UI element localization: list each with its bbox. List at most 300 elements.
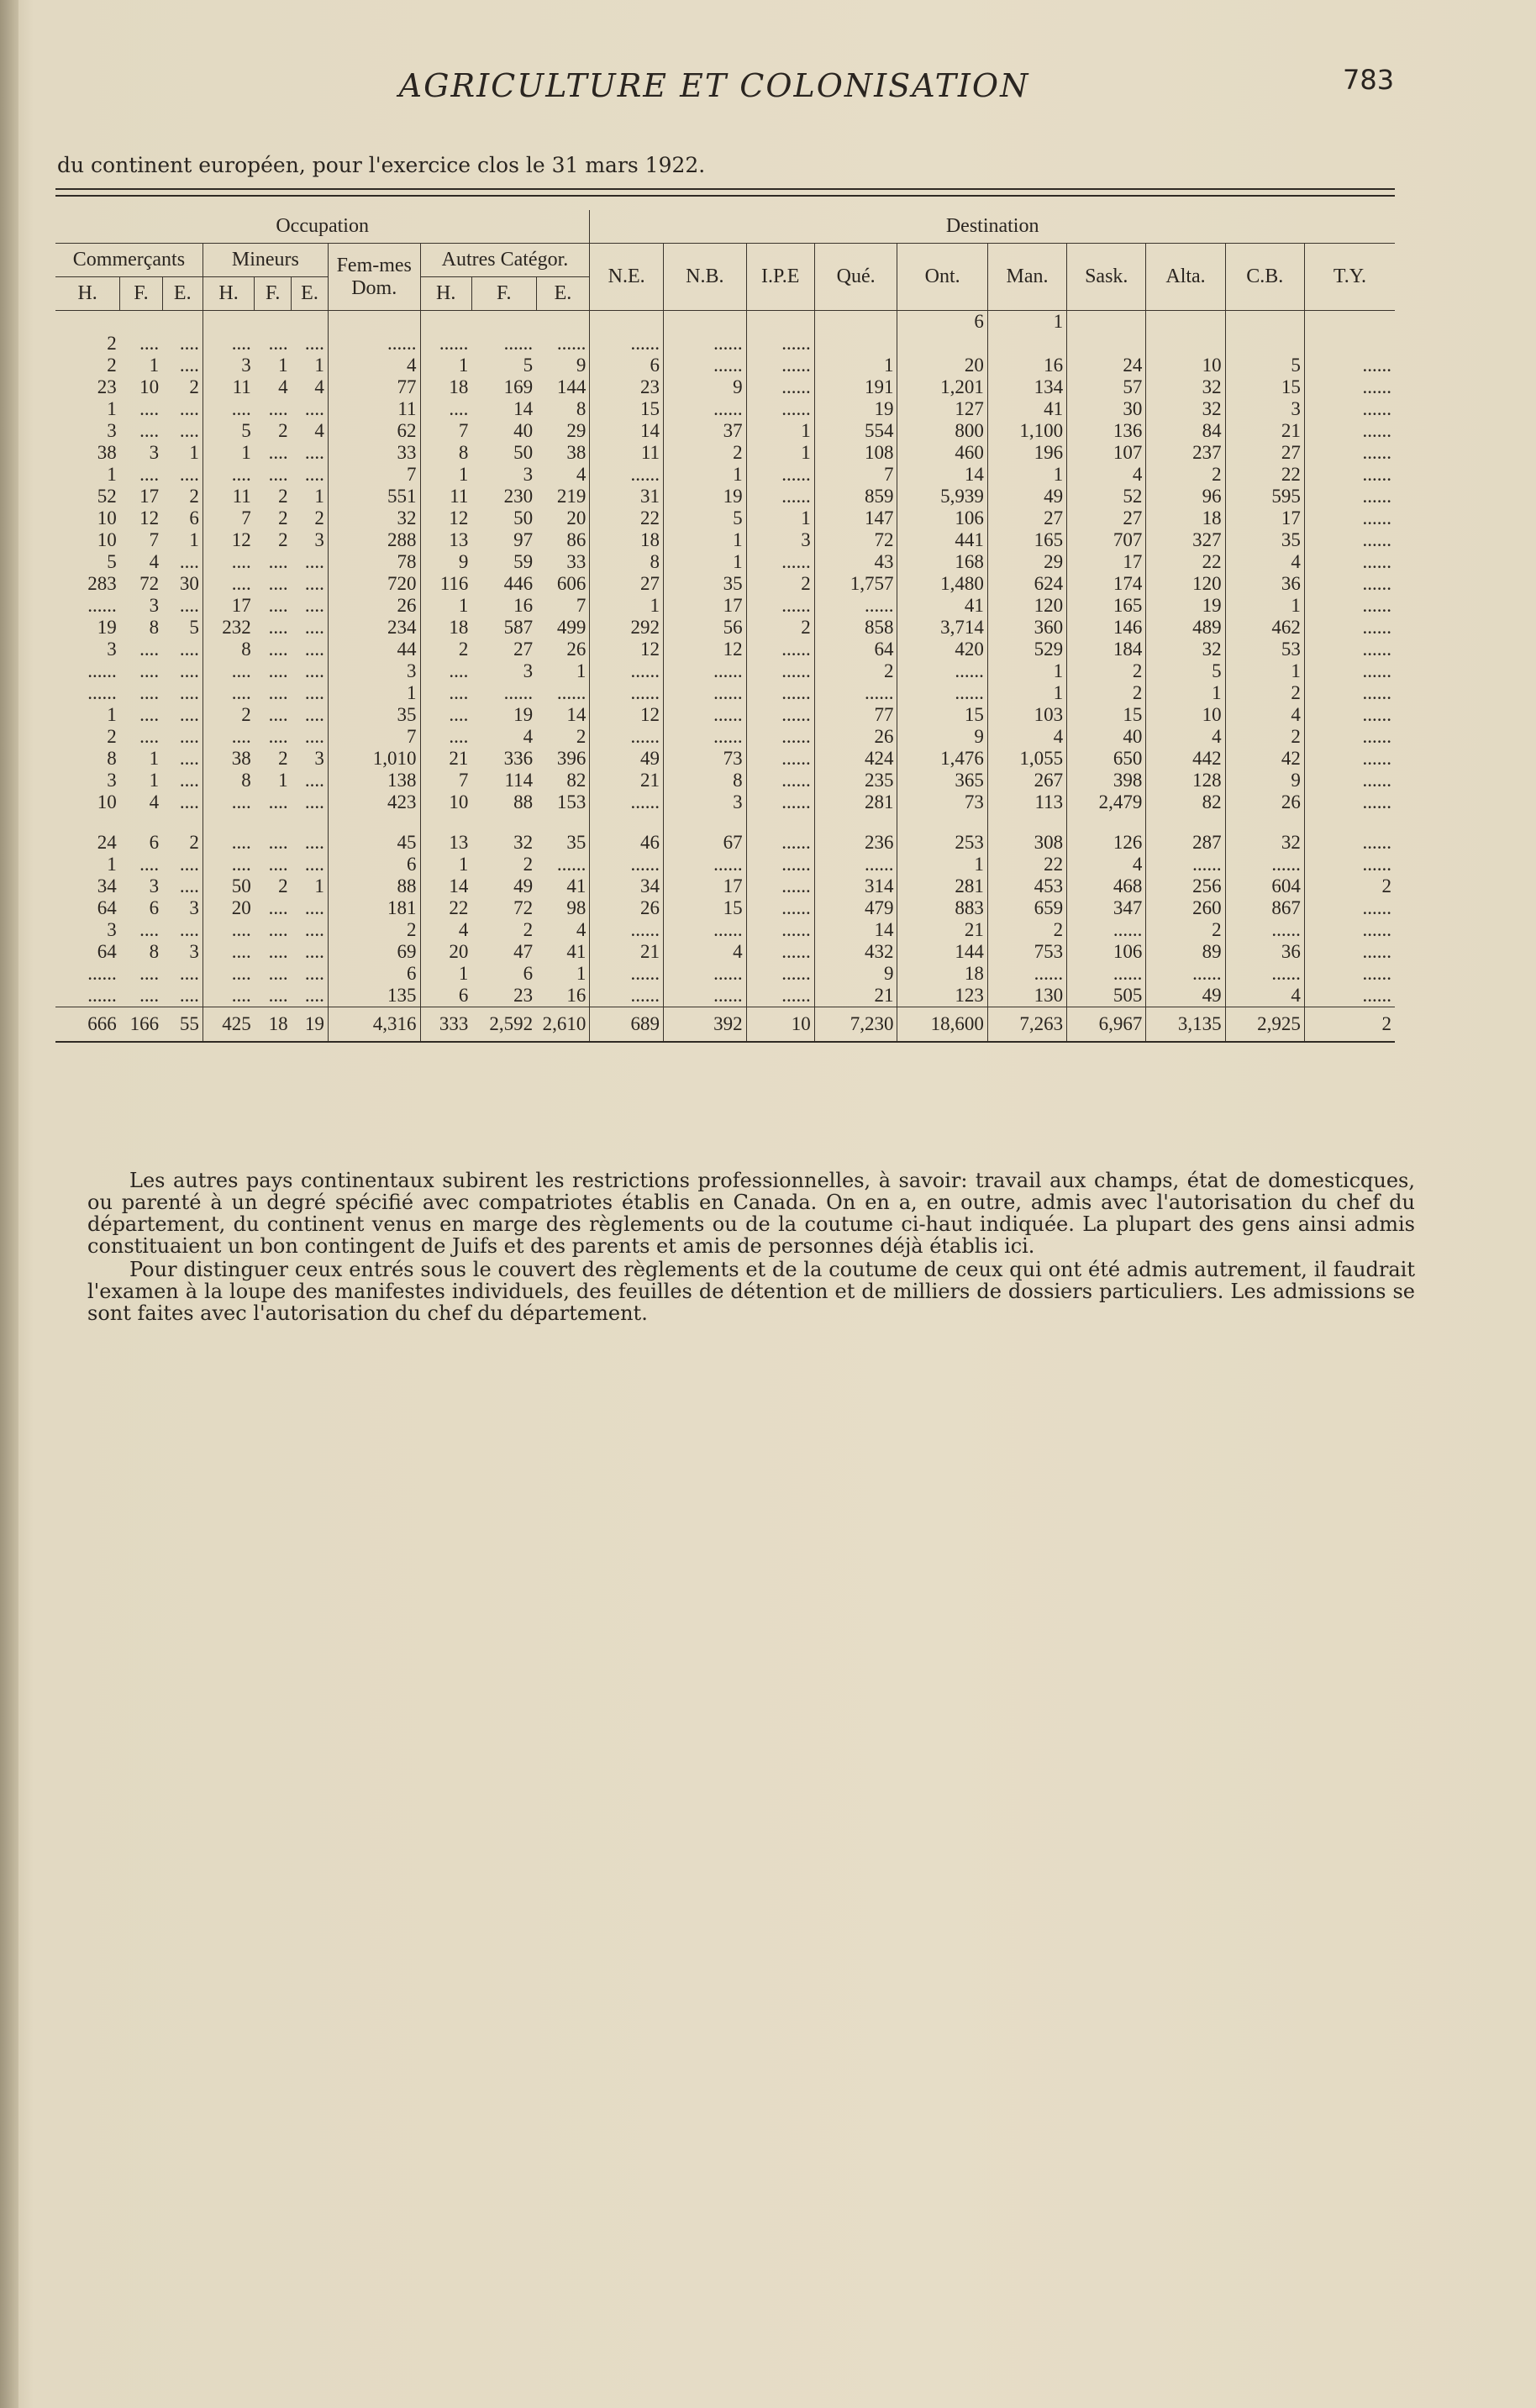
- table-cell: ......: [87, 595, 117, 616]
- table-cell: [1304, 311, 1395, 334]
- table-cell: ....: [162, 963, 203, 985]
- table-cell: 5: [1225, 355, 1304, 376]
- table-cell: ......: [1362, 682, 1391, 703]
- table-cell: [255, 813, 292, 832]
- table-cell: 398: [1067, 770, 1146, 791]
- header-dest-ont: Ont.: [897, 244, 987, 311]
- table-cell: ......: [1362, 617, 1391, 638]
- table-cell: ....: [449, 660, 469, 681]
- table-cell: 69: [328, 941, 420, 963]
- table-cell: 336: [503, 748, 534, 769]
- table-cell: 19: [664, 486, 747, 507]
- table-cell: 52: [97, 486, 117, 507]
- table-cell: ......: [1362, 595, 1391, 616]
- table-cell: ......: [746, 486, 814, 507]
- table-cell: ....: [231, 941, 251, 962]
- table-cell: ......: [814, 595, 897, 617]
- table-cell: 10: [97, 529, 117, 550]
- table-cell: 1: [746, 420, 814, 442]
- table-cell: [536, 311, 590, 334]
- table-cell: ....: [162, 639, 203, 660]
- table-cell: 18: [1146, 507, 1225, 529]
- table-cell: ....: [268, 682, 288, 703]
- table-cell: [746, 813, 814, 832]
- table-cell: ....: [292, 639, 329, 660]
- table-cell: ......: [746, 941, 814, 963]
- table-cell: 5: [107, 551, 117, 572]
- table-cell: 2: [292, 507, 329, 529]
- table-cell: 49: [987, 486, 1066, 507]
- table-cell: [471, 813, 536, 832]
- table-cell: ....: [162, 726, 203, 748]
- table-cell: 21: [590, 941, 664, 963]
- table-cell: ......: [328, 333, 420, 355]
- table-cell: 19: [1146, 595, 1225, 617]
- table-cell: ....: [292, 854, 329, 875]
- table-row: [55, 442, 1395, 464]
- table-cell: ......: [897, 660, 987, 682]
- table-cell: 1: [814, 355, 897, 376]
- header-autres-e: E.: [536, 277, 590, 311]
- table-cell: [420, 311, 471, 334]
- table-cell: ....: [292, 464, 329, 486]
- table-cell: 1: [590, 595, 664, 617]
- table-cell: ......: [814, 854, 897, 875]
- table-cell: ....: [268, 726, 288, 747]
- table-cell: ......: [746, 854, 814, 875]
- table-cell: 6: [328, 854, 420, 875]
- table-row: [55, 660, 1395, 682]
- table-cell: 1: [664, 551, 747, 573]
- table-cell: ....: [139, 726, 160, 747]
- table-cell: ......: [1362, 486, 1391, 507]
- total-cell: 3,135: [1146, 1007, 1225, 1043]
- table-cell: 35: [664, 573, 747, 595]
- table-cell: 2: [278, 486, 288, 507]
- table-cell: ....: [139, 333, 160, 354]
- total-cell: 18,600: [897, 1007, 987, 1043]
- table-cell: 4: [1067, 854, 1146, 875]
- table-cell: 64: [97, 941, 117, 962]
- table-cell: ....: [231, 854, 251, 875]
- table-cell: 17: [664, 875, 747, 897]
- table-cell: 191: [814, 376, 897, 398]
- table-cell: 103: [987, 704, 1066, 726]
- table-cell: ......: [746, 639, 814, 660]
- table-cell: ......: [87, 963, 117, 984]
- table-cell: ....: [162, 875, 203, 897]
- table-cell: 1: [149, 748, 160, 769]
- table-cell: 4: [523, 726, 534, 747]
- table-row: [55, 770, 1395, 791]
- table-cell: ......: [536, 682, 590, 704]
- table-cell: 16: [513, 595, 534, 616]
- header-dest-nb: N.B.: [664, 244, 747, 311]
- table-cell: 3: [328, 660, 420, 682]
- header-commercants-h: H.: [55, 277, 120, 311]
- table-cell: 12: [664, 639, 747, 660]
- table-cell: 720: [328, 573, 420, 595]
- table-row: [55, 791, 1395, 813]
- total-cell: 392: [664, 1007, 747, 1043]
- total-cell: 4,316: [328, 1007, 420, 1043]
- table-cell: 5: [664, 507, 747, 529]
- table-cell: 22: [1225, 464, 1304, 486]
- table-row: [55, 551, 1395, 573]
- table-cell: 59: [513, 551, 534, 572]
- table-cell: ......: [746, 832, 814, 854]
- table-cell: ......: [664, 919, 747, 941]
- table-cell: 53: [1225, 639, 1304, 660]
- table-cell: 5: [523, 355, 534, 376]
- table-cell: 78: [328, 551, 420, 573]
- table-cell: 17: [1067, 551, 1146, 573]
- table-cell: ......: [1362, 529, 1391, 550]
- table-cell: [814, 813, 897, 832]
- table-cell: 29: [536, 420, 590, 442]
- table-cell: 2,479: [1067, 791, 1146, 813]
- header-dest-ty: T.Y.: [1304, 244, 1395, 311]
- table-cell: 6: [458, 985, 469, 1006]
- table-cell: ......: [664, 333, 747, 355]
- table-cell: ......: [590, 333, 664, 355]
- table-cell: 1: [107, 464, 117, 485]
- table-cell: 1,476: [897, 748, 987, 770]
- table-cell: 19: [814, 398, 897, 420]
- table-cell: ......: [746, 726, 814, 748]
- table-cell: 1: [292, 486, 329, 507]
- table-cell: ....: [268, 442, 288, 463]
- table-cell: ....: [231, 551, 251, 572]
- table-cell: 15: [1225, 376, 1304, 398]
- table-cell: ....: [292, 832, 329, 854]
- table-cell: 1: [1225, 595, 1304, 617]
- table-cell: [1146, 333, 1225, 355]
- table-cell: 147: [814, 507, 897, 529]
- table-cell: ......: [87, 660, 117, 681]
- table-cell: ....: [292, 617, 329, 639]
- table-cell: 6: [328, 963, 420, 985]
- table-cell: 4: [1225, 704, 1304, 726]
- table-cell: ......: [664, 704, 747, 726]
- table-cell: 41: [897, 595, 987, 617]
- total-cell: 689: [590, 1007, 664, 1043]
- table-cell: 21: [449, 748, 469, 769]
- table-cell: [328, 813, 420, 832]
- table-cell: [1225, 813, 1304, 832]
- table-cell: 420: [897, 639, 987, 660]
- table-cell: 57: [1067, 376, 1146, 398]
- table-cell: ......: [664, 660, 747, 682]
- table-cell: 49: [513, 875, 534, 896]
- table-cell: 47: [513, 941, 534, 962]
- table-cell: 7: [328, 464, 420, 486]
- table-cell: 56: [664, 617, 747, 639]
- header-dest-ipe: I.P.E: [746, 244, 814, 311]
- table-cell: 2: [107, 726, 117, 747]
- table-cell: 446: [503, 573, 534, 594]
- table-row: [55, 398, 1395, 420]
- table-cell: ....: [292, 704, 329, 726]
- table-cell: ......: [746, 919, 814, 941]
- table-cell: 10: [1146, 355, 1225, 376]
- table-cell: 34: [97, 875, 117, 896]
- table-row: [55, 311, 1395, 334]
- table-cell: 551: [328, 486, 420, 507]
- table-cell: 130: [987, 985, 1066, 1007]
- table-cell: ....: [231, 963, 251, 984]
- table-cell: 3: [149, 595, 160, 616]
- header-autres-categor: Autres Catégor.: [420, 244, 590, 277]
- table-cell: 1: [149, 355, 160, 376]
- table-cell: 1: [664, 529, 747, 551]
- table-row: [55, 486, 1395, 507]
- table-cell: 126: [1067, 832, 1146, 854]
- table-cell: 4: [664, 941, 747, 963]
- table-cell: 3: [107, 770, 117, 791]
- table-cell: 858: [814, 617, 897, 639]
- table-cell: ......: [746, 791, 814, 813]
- table-cell: ......: [1225, 963, 1304, 985]
- table-cell: ....: [268, 963, 288, 984]
- header-autres-h: H.: [420, 277, 471, 311]
- table-cell: 21: [1225, 420, 1304, 442]
- header-mineurs-e: E.: [292, 277, 329, 311]
- table-cell: 40: [1067, 726, 1146, 748]
- table-cell: 2: [987, 919, 1066, 941]
- table-cell: 606: [536, 573, 590, 595]
- table-cell: 12: [231, 529, 251, 550]
- table-cell: 17: [1225, 507, 1304, 529]
- table-cell: ......: [1362, 985, 1391, 1006]
- table-cell: 1: [458, 963, 469, 984]
- header-dest-ne: N.E.: [590, 244, 664, 311]
- table-cell: 97: [513, 529, 534, 550]
- table-cell: 12: [449, 507, 469, 528]
- table-cell: 2: [278, 748, 288, 769]
- table-cell: 11: [328, 398, 420, 420]
- table-cell: 24: [1067, 355, 1146, 376]
- table-cell: ....: [139, 660, 160, 681]
- table-cell: 2: [458, 639, 469, 660]
- table-cell: ....: [231, 573, 251, 594]
- table-cell: ......: [1362, 832, 1391, 853]
- table-cell: 16: [987, 355, 1066, 376]
- table-cell: ......: [590, 919, 664, 941]
- table-cell: 4: [1067, 464, 1146, 486]
- table-row: [55, 639, 1395, 660]
- table-cell: 67: [664, 832, 747, 854]
- table-cell: 468: [1067, 875, 1146, 897]
- table-cell: 1: [458, 854, 469, 875]
- table-cell: [203, 813, 254, 832]
- table-cell: 15: [590, 398, 664, 420]
- table-cell: 26: [590, 897, 664, 919]
- table-cell: ....: [162, 919, 203, 941]
- table-cell: ......: [746, 897, 814, 919]
- table-cell: ......: [746, 682, 814, 704]
- table-cell: 23: [590, 376, 664, 398]
- table-cell: 108: [814, 442, 897, 464]
- table-cell: ....: [292, 941, 329, 963]
- table-cell: 174: [1067, 573, 1146, 595]
- table-cell: ......: [746, 770, 814, 791]
- table-cell: 88: [513, 791, 534, 812]
- table-cell: ....: [162, 660, 203, 682]
- table-cell: ......: [1362, 507, 1391, 528]
- table-cell: 41: [536, 875, 590, 897]
- header-occupation: Occupation: [55, 210, 590, 244]
- table-cell: 1: [746, 442, 814, 464]
- table-cell: ....: [292, 726, 329, 748]
- table-cell: ....: [162, 595, 203, 617]
- header-autres-f: F.: [471, 277, 536, 311]
- table-cell: 36: [1225, 573, 1304, 595]
- table-cell: ....: [449, 726, 469, 747]
- header-commercants-f: F.: [120, 277, 162, 311]
- table-cell: ....: [139, 420, 160, 441]
- table-cell: ....: [162, 464, 203, 486]
- table-cell: 43: [814, 551, 897, 573]
- table-cell: 659: [987, 897, 1066, 919]
- table-cell: 1: [1146, 682, 1225, 704]
- table-row: [55, 897, 1395, 919]
- table-cell: ....: [139, 639, 160, 660]
- table-cell: 18: [449, 376, 469, 397]
- total-cell: 10: [746, 1007, 814, 1043]
- table-cell: 34: [590, 875, 664, 897]
- table-cell: ....: [292, 897, 329, 919]
- table-cell: 20: [897, 355, 987, 376]
- table-cell: 37: [664, 420, 747, 442]
- table-cell: ....: [292, 770, 329, 791]
- table-cell: ....: [268, 897, 288, 918]
- table-cell: ....: [449, 704, 469, 725]
- table-cell: ....: [268, 551, 288, 572]
- table-row: [55, 682, 1395, 704]
- table-cell: 2: [1146, 919, 1225, 941]
- table-cell: 2: [1225, 726, 1304, 748]
- table-cell: ....: [292, 985, 329, 1007]
- table-cell: ....: [231, 726, 251, 747]
- table-cell: 4: [149, 551, 160, 572]
- table-cell: 287: [1146, 832, 1225, 854]
- table-cell: 6: [590, 355, 664, 376]
- table-cell: ....: [292, 963, 329, 985]
- table-cell: 16: [536, 985, 590, 1007]
- table-cell: ......: [1362, 420, 1391, 441]
- table-cell: 281: [897, 875, 987, 897]
- bottom-rule: [55, 1042, 1395, 1044]
- table-cell: [1067, 333, 1146, 355]
- table-cell: ......: [1225, 854, 1304, 875]
- table-cell: 4: [458, 919, 469, 940]
- table-cell: 1: [458, 595, 469, 616]
- table-cell: 292: [590, 617, 664, 639]
- table-cell: 11: [450, 486, 469, 507]
- table-cell: 442: [1146, 748, 1225, 770]
- table-cell: ....: [268, 985, 288, 1006]
- table-cell: 1: [292, 875, 329, 897]
- table-cell: 14: [536, 704, 590, 726]
- header-dest-que: Qué.: [814, 244, 897, 311]
- table-subtitle: du continent européen, pour l'exercice clos le 31 mars 1922.: [57, 153, 706, 177]
- table-cell: [55, 813, 120, 832]
- table-cell: 4: [292, 376, 329, 398]
- table-cell: 88: [328, 875, 420, 897]
- table-cell: [664, 311, 747, 334]
- running-title: AGRICULTURE ET COLONISATION: [398, 67, 1030, 104]
- table-cell: 2: [1225, 682, 1304, 704]
- total-cell: 7,263: [987, 1007, 1066, 1043]
- table-cell: 24: [97, 832, 117, 853]
- total-cell: 7,230: [814, 1007, 897, 1043]
- table-cell: 20: [449, 941, 469, 962]
- table-cell: [1304, 333, 1395, 355]
- table-cell: [255, 311, 292, 334]
- table-cell: ....: [449, 682, 469, 703]
- table-cell: 20: [536, 507, 590, 529]
- table-cell: 1: [987, 660, 1066, 682]
- table-cell: 33: [536, 551, 590, 573]
- table-cell: 32: [1225, 832, 1304, 854]
- table-cell: ......: [1146, 854, 1225, 875]
- table-cell: 123: [897, 985, 987, 1007]
- table-cell: 8: [458, 442, 469, 463]
- table-cell: ....: [292, 791, 329, 813]
- table-cell: ......: [664, 963, 747, 985]
- table-cell: ......: [746, 704, 814, 726]
- table-cell: 2: [523, 919, 534, 940]
- table-cell: ......: [590, 660, 664, 682]
- table-cell: [162, 311, 203, 334]
- table-cell: 707: [1067, 529, 1146, 551]
- table-cell: 4: [987, 726, 1066, 748]
- table-cell: 17: [139, 486, 160, 507]
- table-cell: 2: [1146, 464, 1225, 486]
- table-cell: 554: [814, 420, 897, 442]
- table-cell: 7: [536, 595, 590, 617]
- table-cell: 3: [664, 791, 747, 813]
- table-row: [55, 813, 1395, 832]
- table-cell: 4: [1225, 551, 1304, 573]
- total-cell: 2,592: [471, 1007, 536, 1043]
- table-cell: 72: [513, 897, 534, 918]
- table-cell: ......: [1362, 573, 1391, 594]
- table-cell: [1067, 813, 1146, 832]
- table-cell: ....: [292, 682, 329, 704]
- table-cell: 8: [149, 617, 160, 638]
- table-cell: 49: [590, 748, 664, 770]
- table-cell: ......: [503, 333, 534, 354]
- table-cell: 462: [1225, 617, 1304, 639]
- header-commercants: Commerçants: [55, 244, 203, 277]
- table-cell: ......: [746, 398, 814, 420]
- table-cell: 27: [590, 573, 664, 595]
- table-cell: ......: [1362, 398, 1391, 419]
- table-cell: ......: [439, 333, 469, 354]
- table-cell: 10: [1146, 704, 1225, 726]
- table-cell: ......: [746, 551, 814, 573]
- table-cell: 40: [513, 420, 534, 441]
- table-cell: 27: [513, 639, 534, 660]
- table-cell: 38: [536, 442, 590, 464]
- table-cell: 3: [149, 875, 160, 896]
- table-cell: 17: [231, 595, 251, 616]
- table-cell: ....: [139, 464, 160, 485]
- table-cell: 2: [107, 355, 117, 376]
- table-cell: 2: [664, 442, 747, 464]
